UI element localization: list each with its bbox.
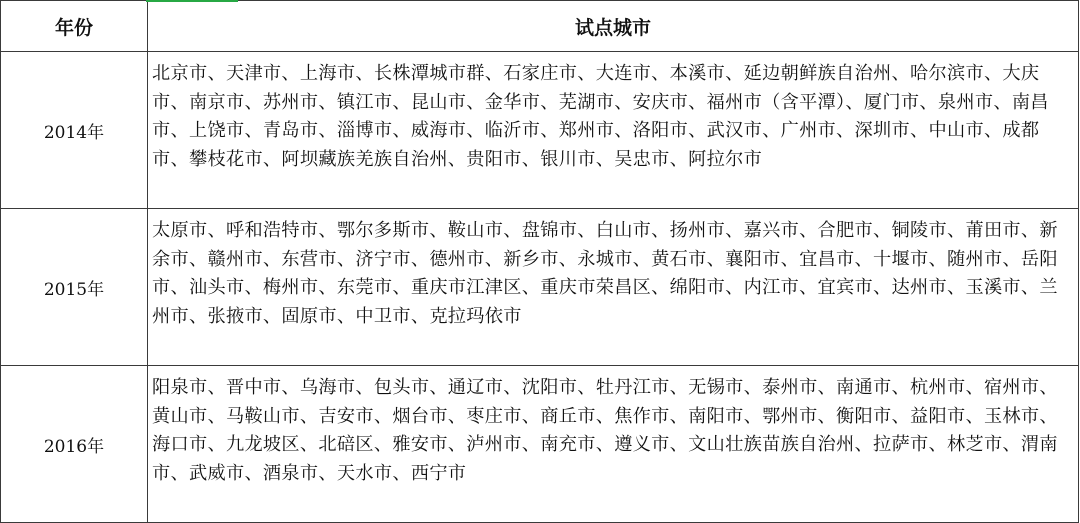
table-row [1,366,1079,523]
header-accent-line [146,0,238,2]
cities-column-header: 试点城市 [148,1,1079,52]
cities-cell: 太原市、呼和浩特市、鄂尔多斯市、鞍山市、盘锦市、白山市、扬州市、嘉兴市、合肥市、铜陵市、莆田市、新余市、赣州市、东营市、济宁市、德州市、新乡市、永城市、黄石市、襄阳市、宜昌市、十堰市、随州市、岳阳市、汕头市、梅州市、东莞市、重庆市江津区、重庆市荣昌区、绵阳市、内江市、宜宾市、达州市、玉溪市、兰州市、张掖市、固原市、中卫市、克拉玛依市 [148,209,1079,366]
table-header-row [1,1,1079,52]
table-row [1,52,1079,209]
year-cell: 2014年 [1,52,148,209]
cities-cell: 阳泉市、晋中市、乌海市、包头市、通辽市、沈阳市、牡丹江市、无锡市、泰州市、南通市、杭州市、宿州市、黄山市、马鞍山市、吉安市、烟台市、枣庄市、商丘市、焦作市、南阳市、鄂州市、衡阳市、益阳市、玉林市、海口市、九龙坡区、北碚区、雅安市、泸州市、南充市、遵义市、文山壮族苗族自治州、拉萨市、林芝市、渭南市、武威市、酒泉市、天水市、西宁市 [148,366,1079,523]
year-cell: 2016年 [1,366,148,523]
table-row [1,209,1079,366]
year-column-header: 年份 [1,1,148,52]
cities-cell: 北京市、天津市、上海市、长株潭城市群、石家庄市、大连市、本溪市、延边朝鲜族自治州、哈尔滨市、大庆市、南京市、苏州市、镇江市、昆山市、金华市、芜湖市、安庆市、福州市（含平潭）、厦门市、泉州市、南昌市、上饶市、青岛市、淄博市、威海市、临沂市、郑州市、洛阳市、武汉市、广州市、深圳市、中山市、成都市、攀枝花市、阿坝藏族羌族自治州、贵阳市、银川市、吴忠市、阿拉尔市 [148,52,1079,209]
year-cell: 2015年 [1,209,148,366]
